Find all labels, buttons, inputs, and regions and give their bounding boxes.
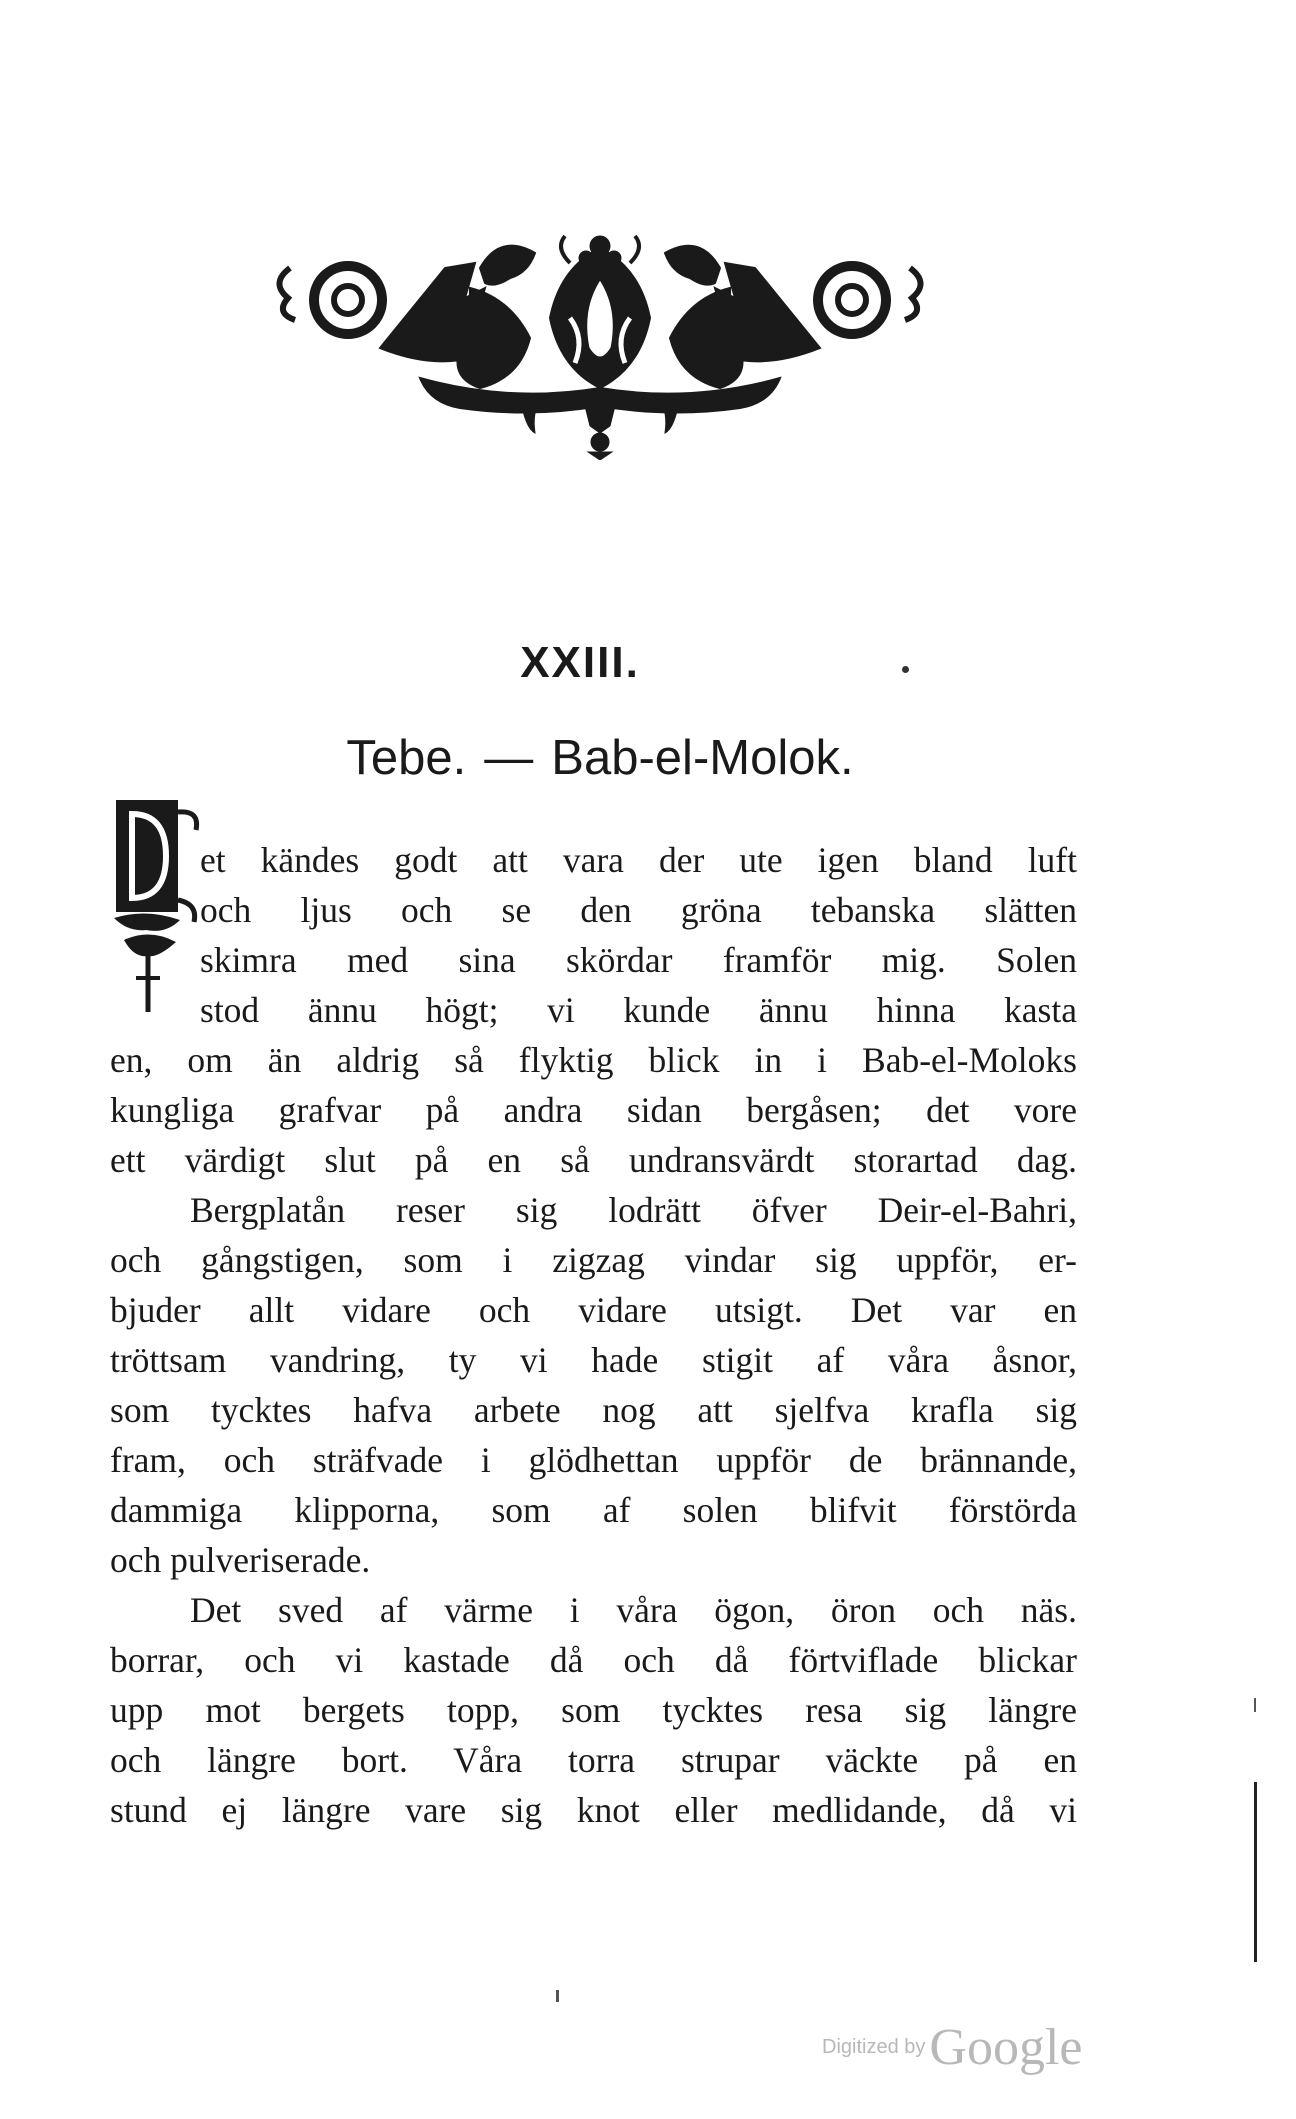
text-line: tröttsam vandring, ty vi hade stigit af våra åsnor, <box>110 1340 1077 1380</box>
watermark-brand: Google <box>929 2019 1083 2076</box>
text-line: Bergplatån reser sig lodrätt öfver Deir-el-Bahri, <box>190 1190 1077 1230</box>
text-line: kungliga grafvar på andra sidan bergåsen; det vore <box>110 1090 1077 1130</box>
text-line: en, om än aldrig så flyktig blick in i Bab-el-Moloks <box>110 1040 1077 1080</box>
text-line: stod ännu högt; vi kunde ännu hinna kasta <box>200 990 1077 1030</box>
text-line: et kändes godt att vara der ute igen bland luft <box>200 840 1077 880</box>
stray-ink-mark <box>556 1990 559 2002</box>
text-line: som tycktes hafva arbete nog att sjelfva krafla sig <box>110 1390 1077 1430</box>
chapter-title <box>330 730 870 786</box>
text-line: stund ej längre vare sig knot eller medlidande, då vi <box>110 1790 1077 1830</box>
text-line: borrar, och vi kastade då och då förtviflade blickar <box>110 1640 1077 1680</box>
digitized-by-google-watermark <box>822 2018 1082 2077</box>
drop-cap-letter-icon <box>110 800 206 1018</box>
griffin-scroll-ornament-icon <box>270 228 930 460</box>
text-line: och längre bort. Våra torra strupar väckte på en <box>110 1740 1077 1780</box>
text-line: skimra med sina skördar framför mig. Solen <box>200 940 1077 980</box>
text-line: upp mot bergets topp, som tycktes resa sig längre <box>110 1690 1077 1730</box>
watermark-prefix: Digitized by <box>822 2036 926 2058</box>
chapter-title-site: Bab-el-Molok. <box>551 731 854 785</box>
text-line: ett värdigt slut på en så undransvärdt storartad dag. <box>110 1140 1077 1180</box>
scan-margin-rule <box>1254 1782 1257 1962</box>
text-line: och gångstigen, som i zigzag vindar sig uppför, er- <box>110 1240 1077 1280</box>
text-line: dammiga klipporna, som af solen blifvit förstörda <box>110 1490 1077 1530</box>
chapter-title-place: Tebe. <box>346 731 467 785</box>
text-line: och ljus och se den gröna tebanska slätten <box>200 890 1077 930</box>
text-line: fram, och sträfvade i glödhettan uppför de brännande, <box>110 1440 1077 1480</box>
chapter-title-separator: — <box>484 731 534 785</box>
stray-dot-mark <box>902 666 909 673</box>
scan-margin-tick <box>1254 1698 1256 1712</box>
chapter-number: XXIII. <box>520 638 640 687</box>
text-line: bjuder allt vidare och vidare utsigt. Det var en <box>110 1290 1077 1330</box>
text-line: Det sved af värme i våra ögon, öron och näs. <box>190 1590 1077 1630</box>
text-line: och pulveriserade. <box>110 1540 371 1580</box>
